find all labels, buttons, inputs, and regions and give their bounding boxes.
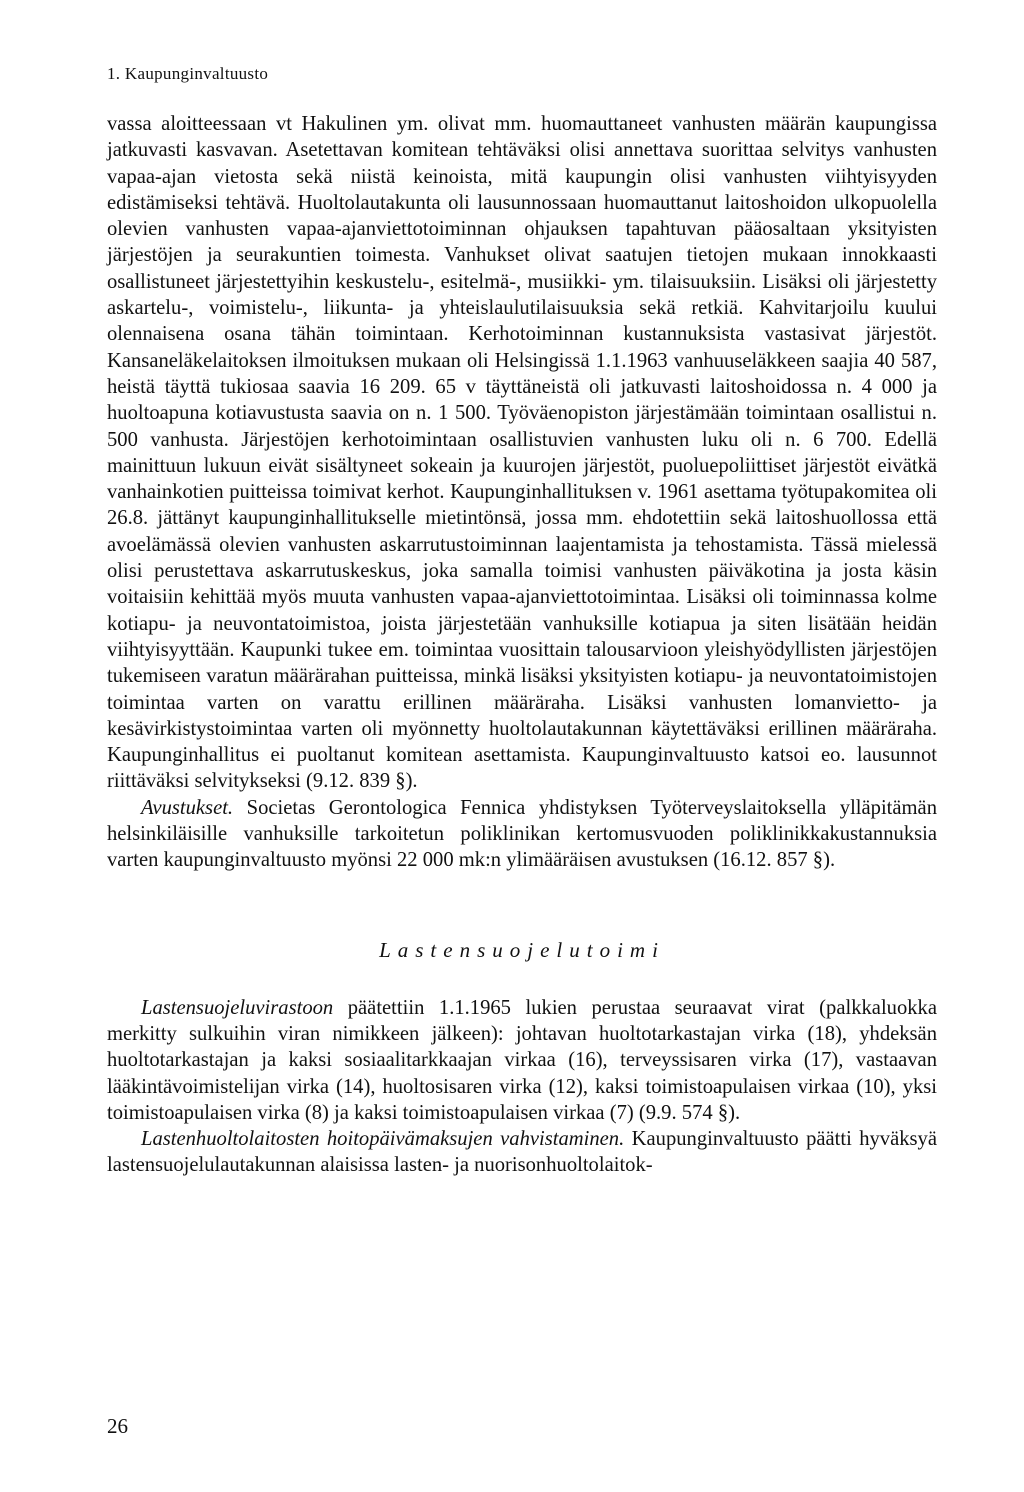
- paragraph-lastensuojeluvirasto: [107, 995, 937, 1126]
- paragraph-vanhusten-vapaa-aika: vassa aloitteessaan vt Hakulinen ym. olivat mm. huomauttaneet vanhusten määrän kaupungissa jatkuvasti kasvavan. Asetettavan komitean tehtäväksi olisi annettava suorittaa selvitys vanhusten vapaa-ajan vietosta sekä niistä keinoista, mitä kaupungin olisi vanhusten viihtyisyyden edistämiseksi tehtävä. Huoltolautakunta oli lausunnossaan huomauttanut laitoshoidon ulkopuolella olevien vanhusten vapaa-ajanviettotoiminnan ohjauksen tapahtuvan pääosaltaan yksityisten järjestöjen ja seurakuntien toimesta. Vanhukset olivat saatujen tietojen mukaan innokkaasti osallistuneet järjestettyihin keskustelu-, esitelmä-, musiikki- ym. tilaisuuksiin. Lisäksi oli järjestetty askartelu-, voimistelu-, liikunta- ja yhteislaulutilaisuuksia sekä retkiä. Kahvitarjoilu kuului olennaisena osana tähän toimintaan. Kerhotoiminnan kustannuksista vastasivat järjestöt. Kansaneläkelaitoksen ilmoituksen mukaan oli Helsingissä 1.1.1963 vanhuuseläkkeen saajia 40 587, heistä täyttä tukiosaa saavia 16 209. 65 v täyttäneistä oli jatkuvasti laitoshoidossa n. 4 000 ja huoltoapuna kotiavustusta saavia on n. 1 500. Työväenopiston järjestämään toimintaan osallistui n. 500 vanhusta. Järjestöjen kerhotoimintaan osallistuvien vanhusten luku oli n. 6 700. Edellä mainittuun lukuun eivät sisältyneet sokeain ja kuurojen järjestöt, puoluepoliittiset järjestöt eivätkä vanhainkotien puitteissa toimivat kerhot. Kaupunginhallituksen v. 1961 asettama työtupakomitea oli 26.8. jättänyt kaupunginhallitukselle mietintönsä, jossa mm. ehdotettiin sekä laitoshuollossa että avoelämässä olevien vanhusten askarrutustoiminnan laajentamista ja tehostamista. Tässä mielessä olisi perustettava askarrutuskeskus, joka samalla toimisi vanhusten päiväkotina ja josta käsin voitaisiin kehittää myös muuta vanhusten vapaa-ajanviettotoimintaa. Lisäksi oli toiminnassa kolme kotiapu- ja neuvontatoimistoa, joista järjestetään vanhuksille kotiapua ja siten lisätään heidän viihtyisyyttään. Kaupunki tukee em. toimintaa vuosittain talousarvioon yleishyödyllisten järjestöjen tukemiseen varatun määrärahan puitteissa, minkä lisäksi yksityisten kotiapu- ja neuvontatoimistojen toimintaa varten on varattu erillinen määräraha. Lisäksi vanhusten lomanvietto- ja kesävirkistystoimintaa varten oli myönnetty huoltolautakunnan käytettäväksi erillinen määräraha. Kaupunginhallitus ei puoltanut komitean asettamista. Kaupunginvaltuusto katsoi eo. lausunnot riittäväksi selvitykseksi (9.12. 839 §).: [107, 113, 937, 793]
- run-in-heading-hoitopaivamaksut: Lastenhuoltolaitosten hoitopäivämaksujen vahvistaminen.: [141, 1128, 625, 1151]
- paragraph-hoitopaivamaksut-text: Kaupunginvaltuusto päätti hyväksyä lastensuojelulautakunnan alaisissa lasten- ja nuorisonhuoltolaitok-: [107, 1128, 937, 1177]
- paragraph-avustukset: [107, 795, 937, 874]
- section-heading-lastensuojelutoimi: Lastensuojelutoimi: [379, 937, 665, 962]
- page-number: 26: [107, 1414, 128, 1438]
- run-in-heading-avustukset: Avustukset.: [141, 796, 234, 819]
- running-head: 1. Kaupunginvaltuusto: [107, 64, 269, 83]
- body-text: [107, 111, 937, 1179]
- paragraph-hoitopaivamaksut: [107, 1126, 937, 1179]
- paragraph-avustukset-text: Societas Gerontologica Fennica yhdistyksen Työterveyslaitoksella ylläpitämän helsinkiläisille vanhuksille tarkoitetun poliklinikan kertomusvuoden poliklinikkakustannuksia varten kaupunginvaltuusto myönsi 22 000 mk:n ylimääräisen avustuksen (16.12. 857 §).: [107, 796, 937, 872]
- run-in-heading-lastensuojeluvirasto: Lastensuojeluvirastoon: [141, 996, 334, 1019]
- paragraph-lastensuojeluvirasto-text: päätettiin 1.1.1965 lukien perustaa seuraavat virat (palkkaluokka merkitty sulkuihin viran nimikkeen jälkeen): johtavan huoltotarkastajan virka (18), yhdeksän huoltotarkastajan ja kaksi sosiaalitarkkaajan virkaa (16), terveyssisaren virka (17), vastaavan lääkintävoimistelijan virka (14), huoltosisaren virka (12), kaksi toimistoapulaisen virkaa (10), yksi toimistoapulaisen virka (8) ja kaksi toimistoapulaisen virkaa (7) (9.9. 574 §).: [107, 996, 937, 1124]
